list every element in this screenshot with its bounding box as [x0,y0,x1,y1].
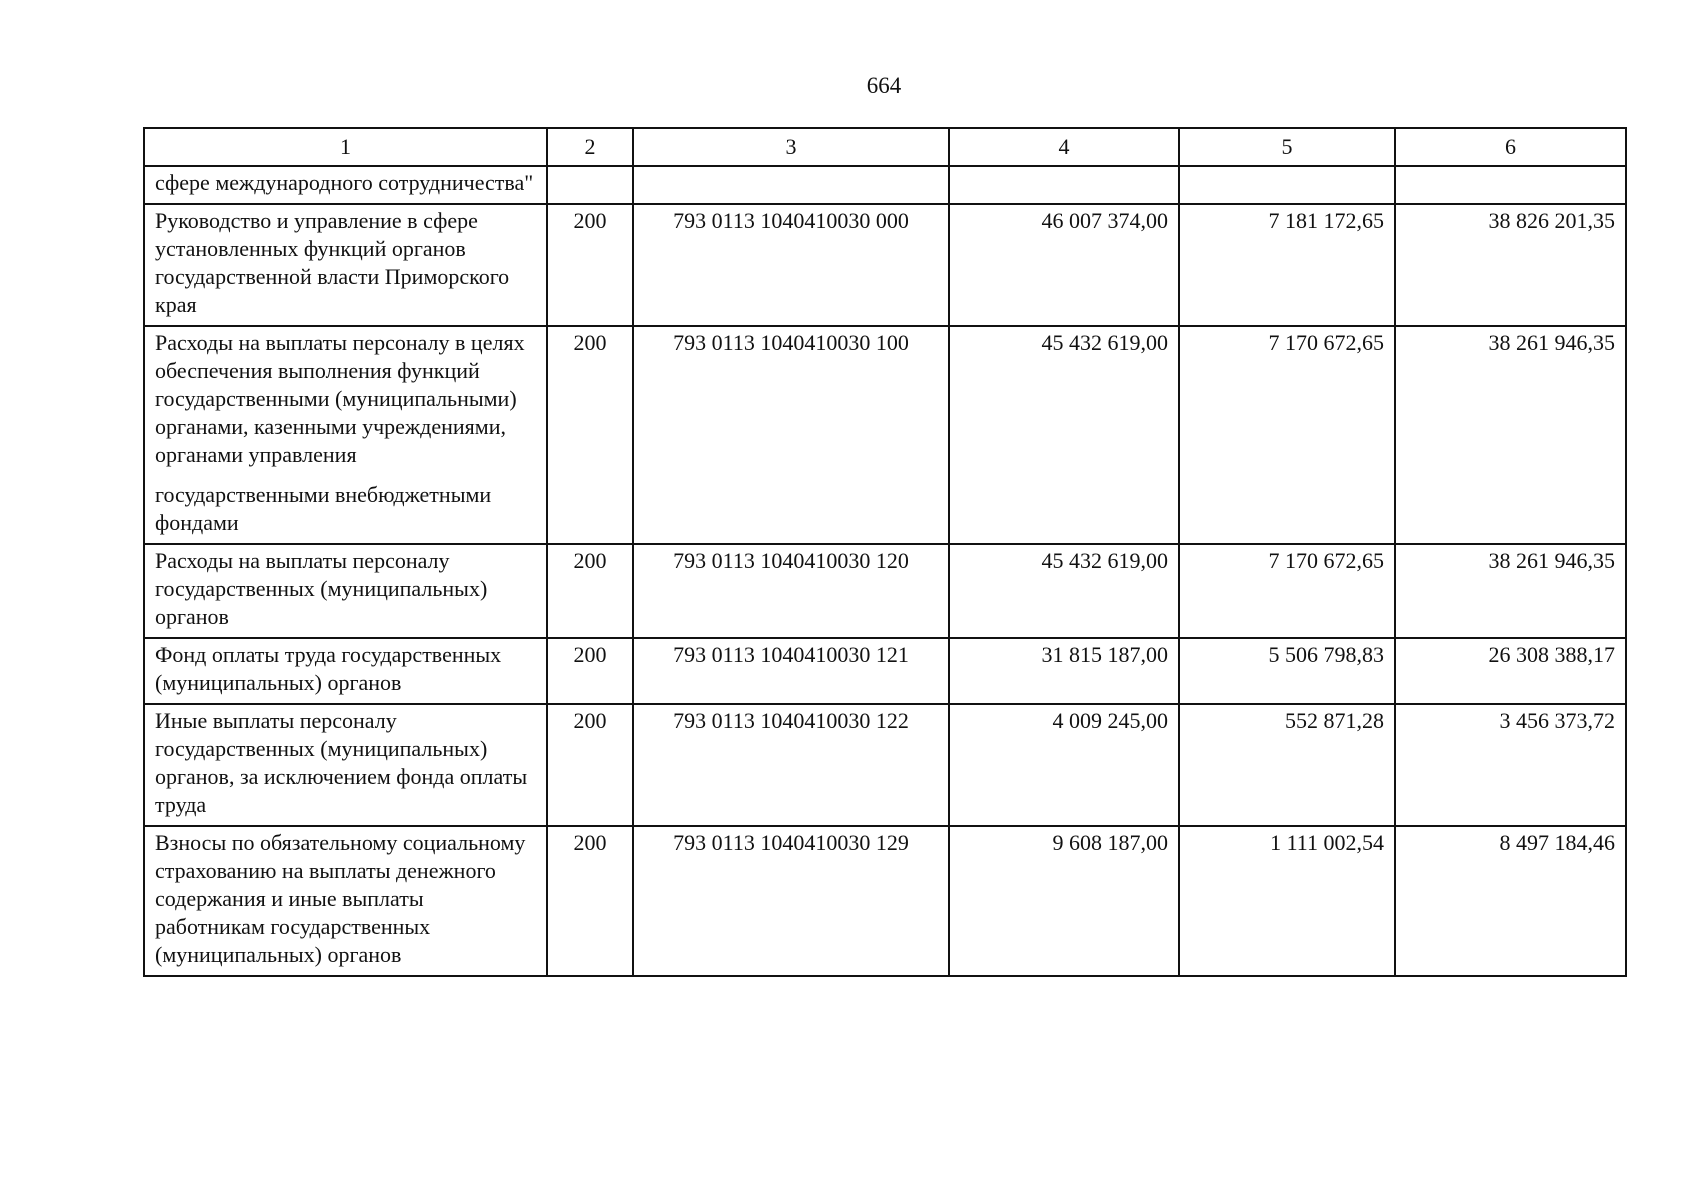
row-name-text: Руководство и управление в сфере установленных функций органов государственной власти Приморского края [155,208,510,317]
row-code-cell: 200 [547,204,633,326]
row-code-cell: 200 [547,704,633,826]
row-approved-cell: 45 432 619,00 [949,544,1179,638]
row-name-text: Иные выплаты персоналу государственных (муниципальных) органов, за исключением фонда оплаты труда [155,708,528,817]
column-header-2: 2 [547,128,633,166]
row-name-text: Фонд оплаты труда государственных (муниципальных) органов [155,642,502,695]
row-executed-cell: 5 506 798,83 [1179,638,1395,704]
row-name-cell [144,166,547,204]
row-executed-cell: 552 871,28 [1179,704,1395,826]
column-number-row [144,128,1626,166]
row-code-cell: 200 [547,544,633,638]
row-name-cell [144,204,547,326]
row-approved-cell: 4 009 245,00 [949,704,1179,826]
row-name-text: Расходы на выплаты персоналу в целях обеспечения выполнения функций государственными (муниципальными) органами, казенными учреждениями, органами управления [155,330,525,467]
row-classification-cell: 793 0113 1040410030 121 [633,638,949,704]
row-name-text: Взносы по обязательному социальному страхованию на выплаты денежного содержания и иные выплаты работникам государственных (муниципальных) органов [155,830,526,967]
row-code-cell: 200 [547,638,633,704]
row-approved-cell: 46 007 374,00 [949,204,1179,326]
budget-execution-table [143,127,1627,977]
row-name-cell [144,704,547,826]
row-name-cell [144,544,547,638]
table-row [144,166,1626,204]
row-classification-cell: 793 0113 1040410030 120 [633,544,949,638]
row-name-cell [144,638,547,704]
table-row [144,638,1626,704]
row-unexecuted-cell: 38 261 946,35 [1395,326,1626,544]
row-name-cell [144,826,547,976]
row-classification-cell [633,166,949,204]
row-unexecuted-cell: 26 308 388,17 [1395,638,1626,704]
row-executed-cell: 7 170 672,65 [1179,326,1395,544]
page-number: 664 [866,73,902,98]
row-executed-cell: 7 170 672,65 [1179,544,1395,638]
row-approved-cell: 9 608 187,00 [949,826,1179,976]
column-header-3: 3 [633,128,949,166]
table-row [144,826,1626,976]
row-executed-cell: 1 111 002,54 [1179,826,1395,976]
row-classification-cell: 793 0113 1040410030 129 [633,826,949,976]
table-body [144,166,1626,976]
row-classification-cell: 793 0113 1040410030 100 [633,326,949,544]
column-header-4: 4 [949,128,1179,166]
row-approved-cell: 45 432 619,00 [949,326,1179,544]
row-unexecuted-cell: 38 826 201,35 [1395,204,1626,326]
row-classification-cell: 793 0113 1040410030 000 [633,204,949,326]
row-executed-cell [1179,166,1395,204]
table-row [144,544,1626,638]
table-row [144,204,1626,326]
row-code-cell: 200 [547,326,633,544]
row-unexecuted-cell: 38 261 946,35 [1395,544,1626,638]
column-header-6: 6 [1395,128,1626,166]
row-code-cell [547,166,633,204]
row-executed-cell: 7 181 172,65 [1179,204,1395,326]
row-unexecuted-cell: 3 456 373,72 [1395,704,1626,826]
column-header-5: 5 [1179,128,1395,166]
row-classification-cell: 793 0113 1040410030 122 [633,704,949,826]
table-row [144,326,1626,544]
row-unexecuted-cell: 8 497 184,46 [1395,826,1626,976]
row-name-text: государственными внебюджетными фондами [155,482,492,535]
column-header-1: 1 [144,128,547,166]
row-name-text: Расходы на выплаты персоналу государственных (муниципальных) органов [155,548,488,629]
table-row [144,704,1626,826]
row-approved-cell [949,166,1179,204]
row-name-cell [144,326,547,544]
row-name-text: сфере международного сотрудничества" [155,170,534,195]
row-code-cell: 200 [547,826,633,976]
row-unexecuted-cell [1395,166,1626,204]
row-approved-cell: 31 815 187,00 [949,638,1179,704]
